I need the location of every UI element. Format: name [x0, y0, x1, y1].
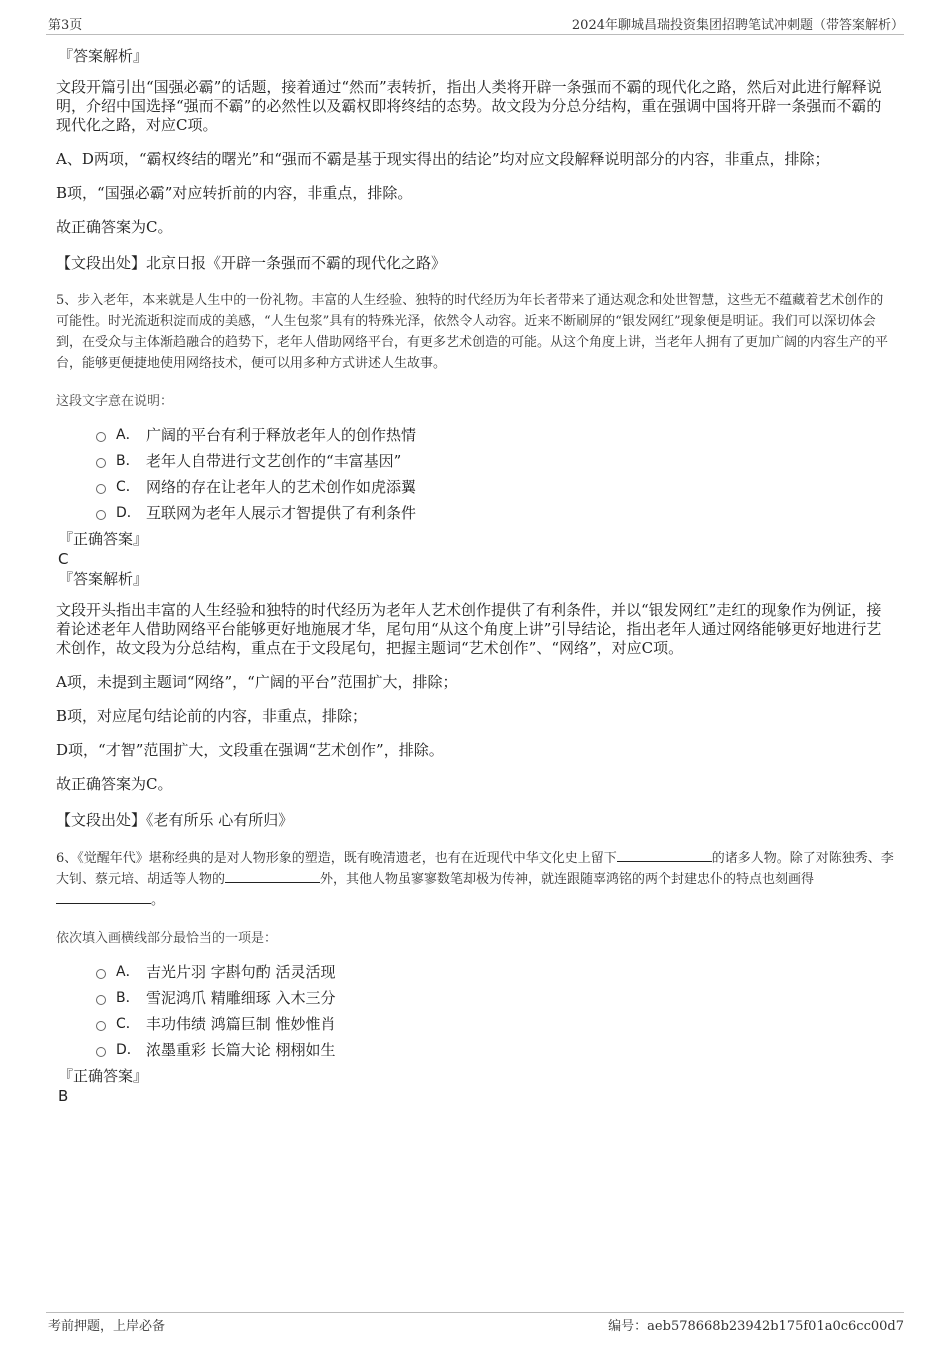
- question-5-options: [96, 421, 896, 525]
- answer-analysis-text: 文段开头指出丰富的人生经验和独特的时代经历为老年人艺术创作提供了有利条件，并以“银发网红”走红的现象作为例证，接着论述老年人借助网络平台能够更好地施展才华，尾句用“从这个角度上讲”引导结论，指出老年人通过网络能够更好地进行艺术创作，故文段为分总结构，重点在于文段尾句，把握主题词“艺术创作”、“网络”，对应C项。: [56, 601, 882, 657]
- radio-icon[interactable]: [96, 1021, 106, 1031]
- radio-icon[interactable]: [96, 1047, 106, 1057]
- question-6-stem: 6、《觉醒年代》堪称经典的是对人物形象的塑造，既有晚清遗老，也有在近现代中华文化史上留下 的诸多人物。除了对陈独秀、李大钊、蔡元培、胡适等人物的 外，其他人物虽寥寥数笔却极为传神，就连跟随辜鸿铭的两个封建忠仆的特点也刻画得。: [56, 851, 894, 908]
- answer-analysis-label: 『答案解析』: [58, 570, 149, 588]
- option-d[interactable]: D． 浓墨重彩 长篇大论 栩栩如生: [96, 1036, 896, 1062]
- option-c[interactable]: C． 丰功伟绩 鸿篇巨制 惟妙惟肖: [96, 1010, 896, 1036]
- option-d[interactable]: D． 互联网为老年人展示才智提供了有利条件: [96, 499, 896, 525]
- correct-answer-label: 『正确答案』: [58, 530, 149, 548]
- option-c[interactable]: C． 网络的存在让老年人的艺术创作如虎添翼: [96, 473, 896, 499]
- option-a[interactable]: A． 广阔的平台有利于释放老年人的创作热情: [96, 421, 896, 447]
- page-number: 第3页: [48, 18, 83, 33]
- option-b[interactable]: B． 雪泥鸿爪 精雕细琢 入木三分: [96, 984, 896, 1010]
- option-a[interactable]: A． 吉光片羽 字斟句酌 活灵活现: [96, 958, 896, 984]
- fill-blank-3[interactable]: [56, 891, 151, 904]
- radio-icon[interactable]: [96, 995, 106, 1005]
- answer-analysis-label: 『答案解析』: [58, 47, 149, 65]
- question-5-prompt: 这段文字意在说明：: [56, 394, 174, 409]
- analysis-note-a: A项，未提到主题词“网络”，“广阔的平台”范围扩大，排除；: [56, 673, 458, 691]
- analysis-note-ad: A、D两项，“霸权终结的曙光”和“强而不霸是基于现实得出的结论”均对应文段解释说明部分的内容，非重点，排除；: [56, 150, 830, 168]
- radio-icon[interactable]: [96, 432, 106, 442]
- footer-slogan: 考前押题，上岸必备: [48, 1319, 166, 1334]
- page-content: [56, 46, 896, 1106]
- analysis-conclusion: 故正确答案为C。: [56, 775, 173, 793]
- analysis-note-b: B项，对应尾句结论前的内容，非重点，排除；: [56, 707, 368, 725]
- analysis-conclusion: 故正确答案为C。: [56, 218, 173, 236]
- radio-icon[interactable]: [96, 969, 106, 979]
- analysis-note-d: D项，“才智”范围扩大，文段重在强调“艺术创作”，排除。: [56, 741, 444, 759]
- page-footer: [46, 1312, 904, 1335]
- radio-icon[interactable]: [96, 510, 106, 520]
- radio-icon[interactable]: [96, 458, 106, 468]
- question-6-prompt: 依次填入画横线部分最恰当的一项是：: [56, 931, 278, 946]
- passage-source: 【文段出处】《老有所乐 心有所归》: [56, 811, 294, 829]
- analysis-note-b: B项，“国强必霸”对应转折前的内容，非重点，排除。: [56, 184, 413, 202]
- document-title: 2024年聊城昌瑞投资集团招聘笔试冲刺题（带答案解析）: [571, 18, 904, 33]
- option-b[interactable]: B． 老年人自带进行文艺创作的“丰富基因”: [96, 447, 896, 473]
- passage-source: 【文段出处】北京日报《开辟一条强而不霸的现代化之路》: [56, 254, 447, 272]
- radio-icon[interactable]: [96, 484, 106, 494]
- question-5-stem: 5、步入老年，本来就是人生中的一份礼物。丰富的人生经验、独特的时代经历为年长者带来了通达观念和处世智慧，这些无不蕴藏着艺术创作的可能性。时光流逝积淀而成的美感，“人生包浆”具有的特殊光泽，依然令人动容。近来不断刷屏的“银发网红”现象便是明证。我们可以深切体会到，在受众与主体渐趋融合的趋势下，老年人借助网络平台，有更多艺术创造的可能。从这个角度上讲，当老年人拥有了更加广阔的内容生产的平台，能够更便捷地使用网络技术，便可以用多种方式讲述人生故事。: [56, 293, 889, 371]
- answer-analysis-text: 文段开篇引出“国强必霸”的话题，接着通过“然而”表转折，指出人类将开辟一条强而不霸的现代化之路，然后对此进行解释说明，介绍中国选择“强而不霸”的必然性以及霸权即将终结的态势。故文段为分总分结构，重在强调中国将开辟一条强而不霸的现代化之路，对应C项。: [56, 78, 882, 134]
- fill-blank-1[interactable]: [617, 849, 712, 862]
- correct-answer-label: 『正确答案』: [58, 1067, 149, 1085]
- page-header: [46, 14, 904, 35]
- correct-answer: B: [58, 1087, 69, 1105]
- question-6-options: [96, 958, 896, 1062]
- fill-blank-2[interactable]: [225, 870, 320, 883]
- document-code: 编号：aeb578668b23942b175f01a0c6cc00d7: [608, 1319, 904, 1334]
- correct-answer: C: [58, 550, 69, 568]
